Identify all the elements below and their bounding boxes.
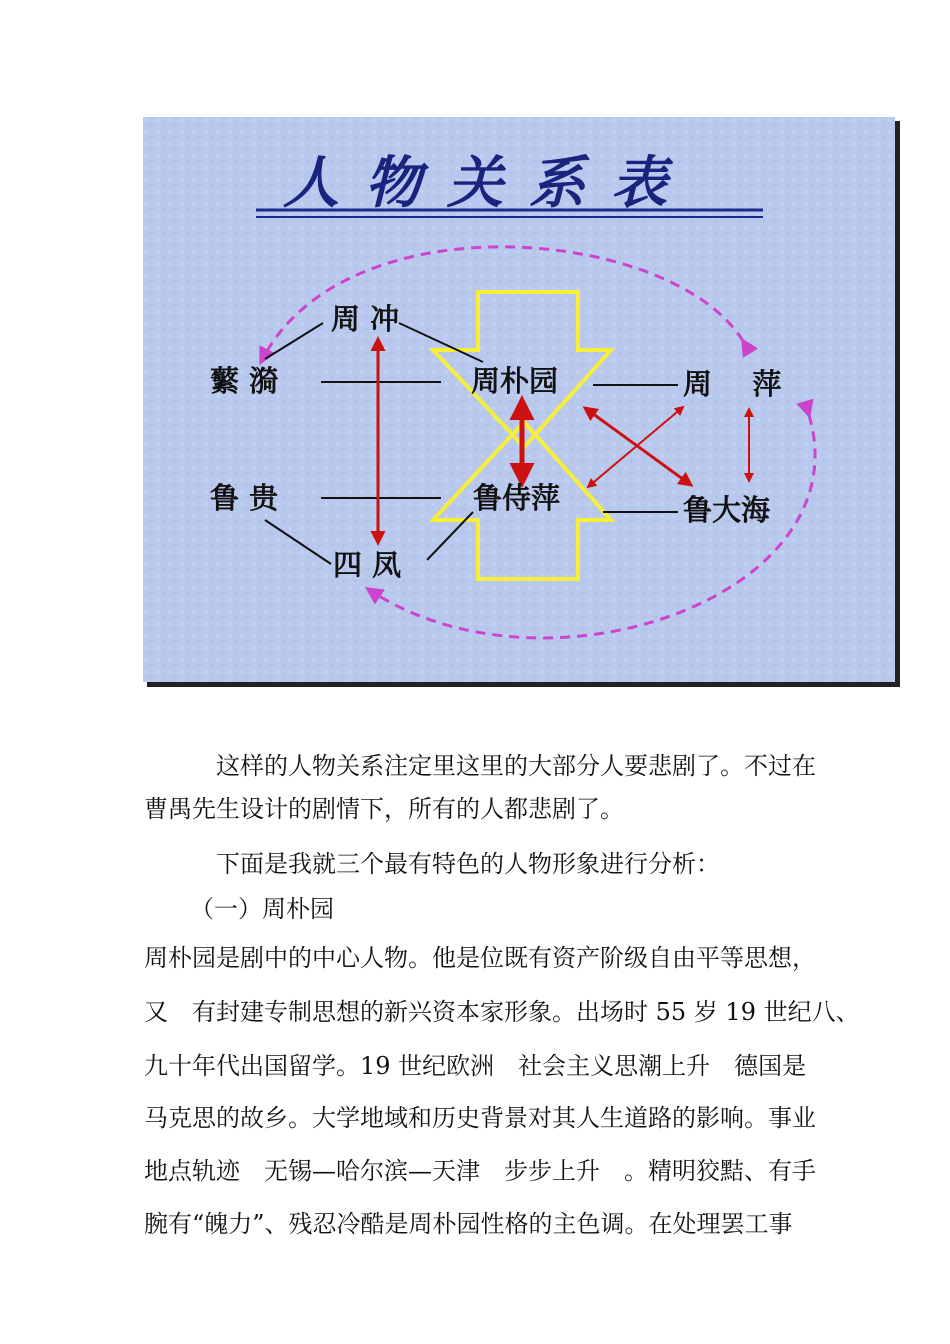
node-lu-dahai: 鲁大海 bbox=[683, 493, 771, 527]
paragraph-3-line-1: 周朴园是剧中的中心人物。他是位既有资产阶级自由平等思想， bbox=[144, 944, 816, 972]
paragraph-3-line-5: 地点轨迹 无锡—哈尔滨—天津 步步上升 。精明狡黠、有手 bbox=[144, 1157, 816, 1185]
node-lu-gui: 鲁 贵 bbox=[210, 481, 279, 515]
node-lu-shiping: 鲁侍萍 bbox=[473, 481, 561, 515]
character-relationship-diagram bbox=[143, 117, 900, 687]
node-si-feng: 四 凤 bbox=[333, 548, 402, 582]
paragraph-3-line-4: 马克思的故乡。大学地域和历史背景对其人生道路的影响。事业 bbox=[144, 1104, 816, 1132]
paragraph-2: 下面是我就三个最有特色的人物形象进行分析： bbox=[216, 850, 720, 878]
node-zhou-ping: 周 萍 bbox=[683, 367, 782, 401]
paragraph-3-line-6: 腕有“魄力”、残忍冷酷是周朴园性格的主色调。在处理罢工事 bbox=[144, 1210, 793, 1238]
diagram-title: 人物关系表 bbox=[283, 150, 693, 216]
paragraph-1-line-1: 这样的人物关系注定里这里的大部分人要悲剧了。不过在 bbox=[216, 752, 816, 780]
paragraph-3-line-2: 又 有封建专制思想的新兴资本家形象。出场时 55 岁 19 世纪八、 bbox=[144, 998, 860, 1026]
section-heading: （一）周朴园 bbox=[190, 895, 334, 923]
paragraph-1-line-2: 曹禺先生设计的剧情下，所有的人都悲剧了。 bbox=[144, 795, 624, 823]
node-fan-yi: 蘩 漪 bbox=[210, 364, 279, 398]
node-zhou-puyuan: 周朴园 bbox=[471, 364, 559, 398]
node-zhou-chong: 周 冲 bbox=[331, 302, 400, 336]
paragraph-3-line-3: 九十年代出国留学。19 世纪欧洲 社会主义思潮上升 德国是 bbox=[144, 1052, 807, 1080]
